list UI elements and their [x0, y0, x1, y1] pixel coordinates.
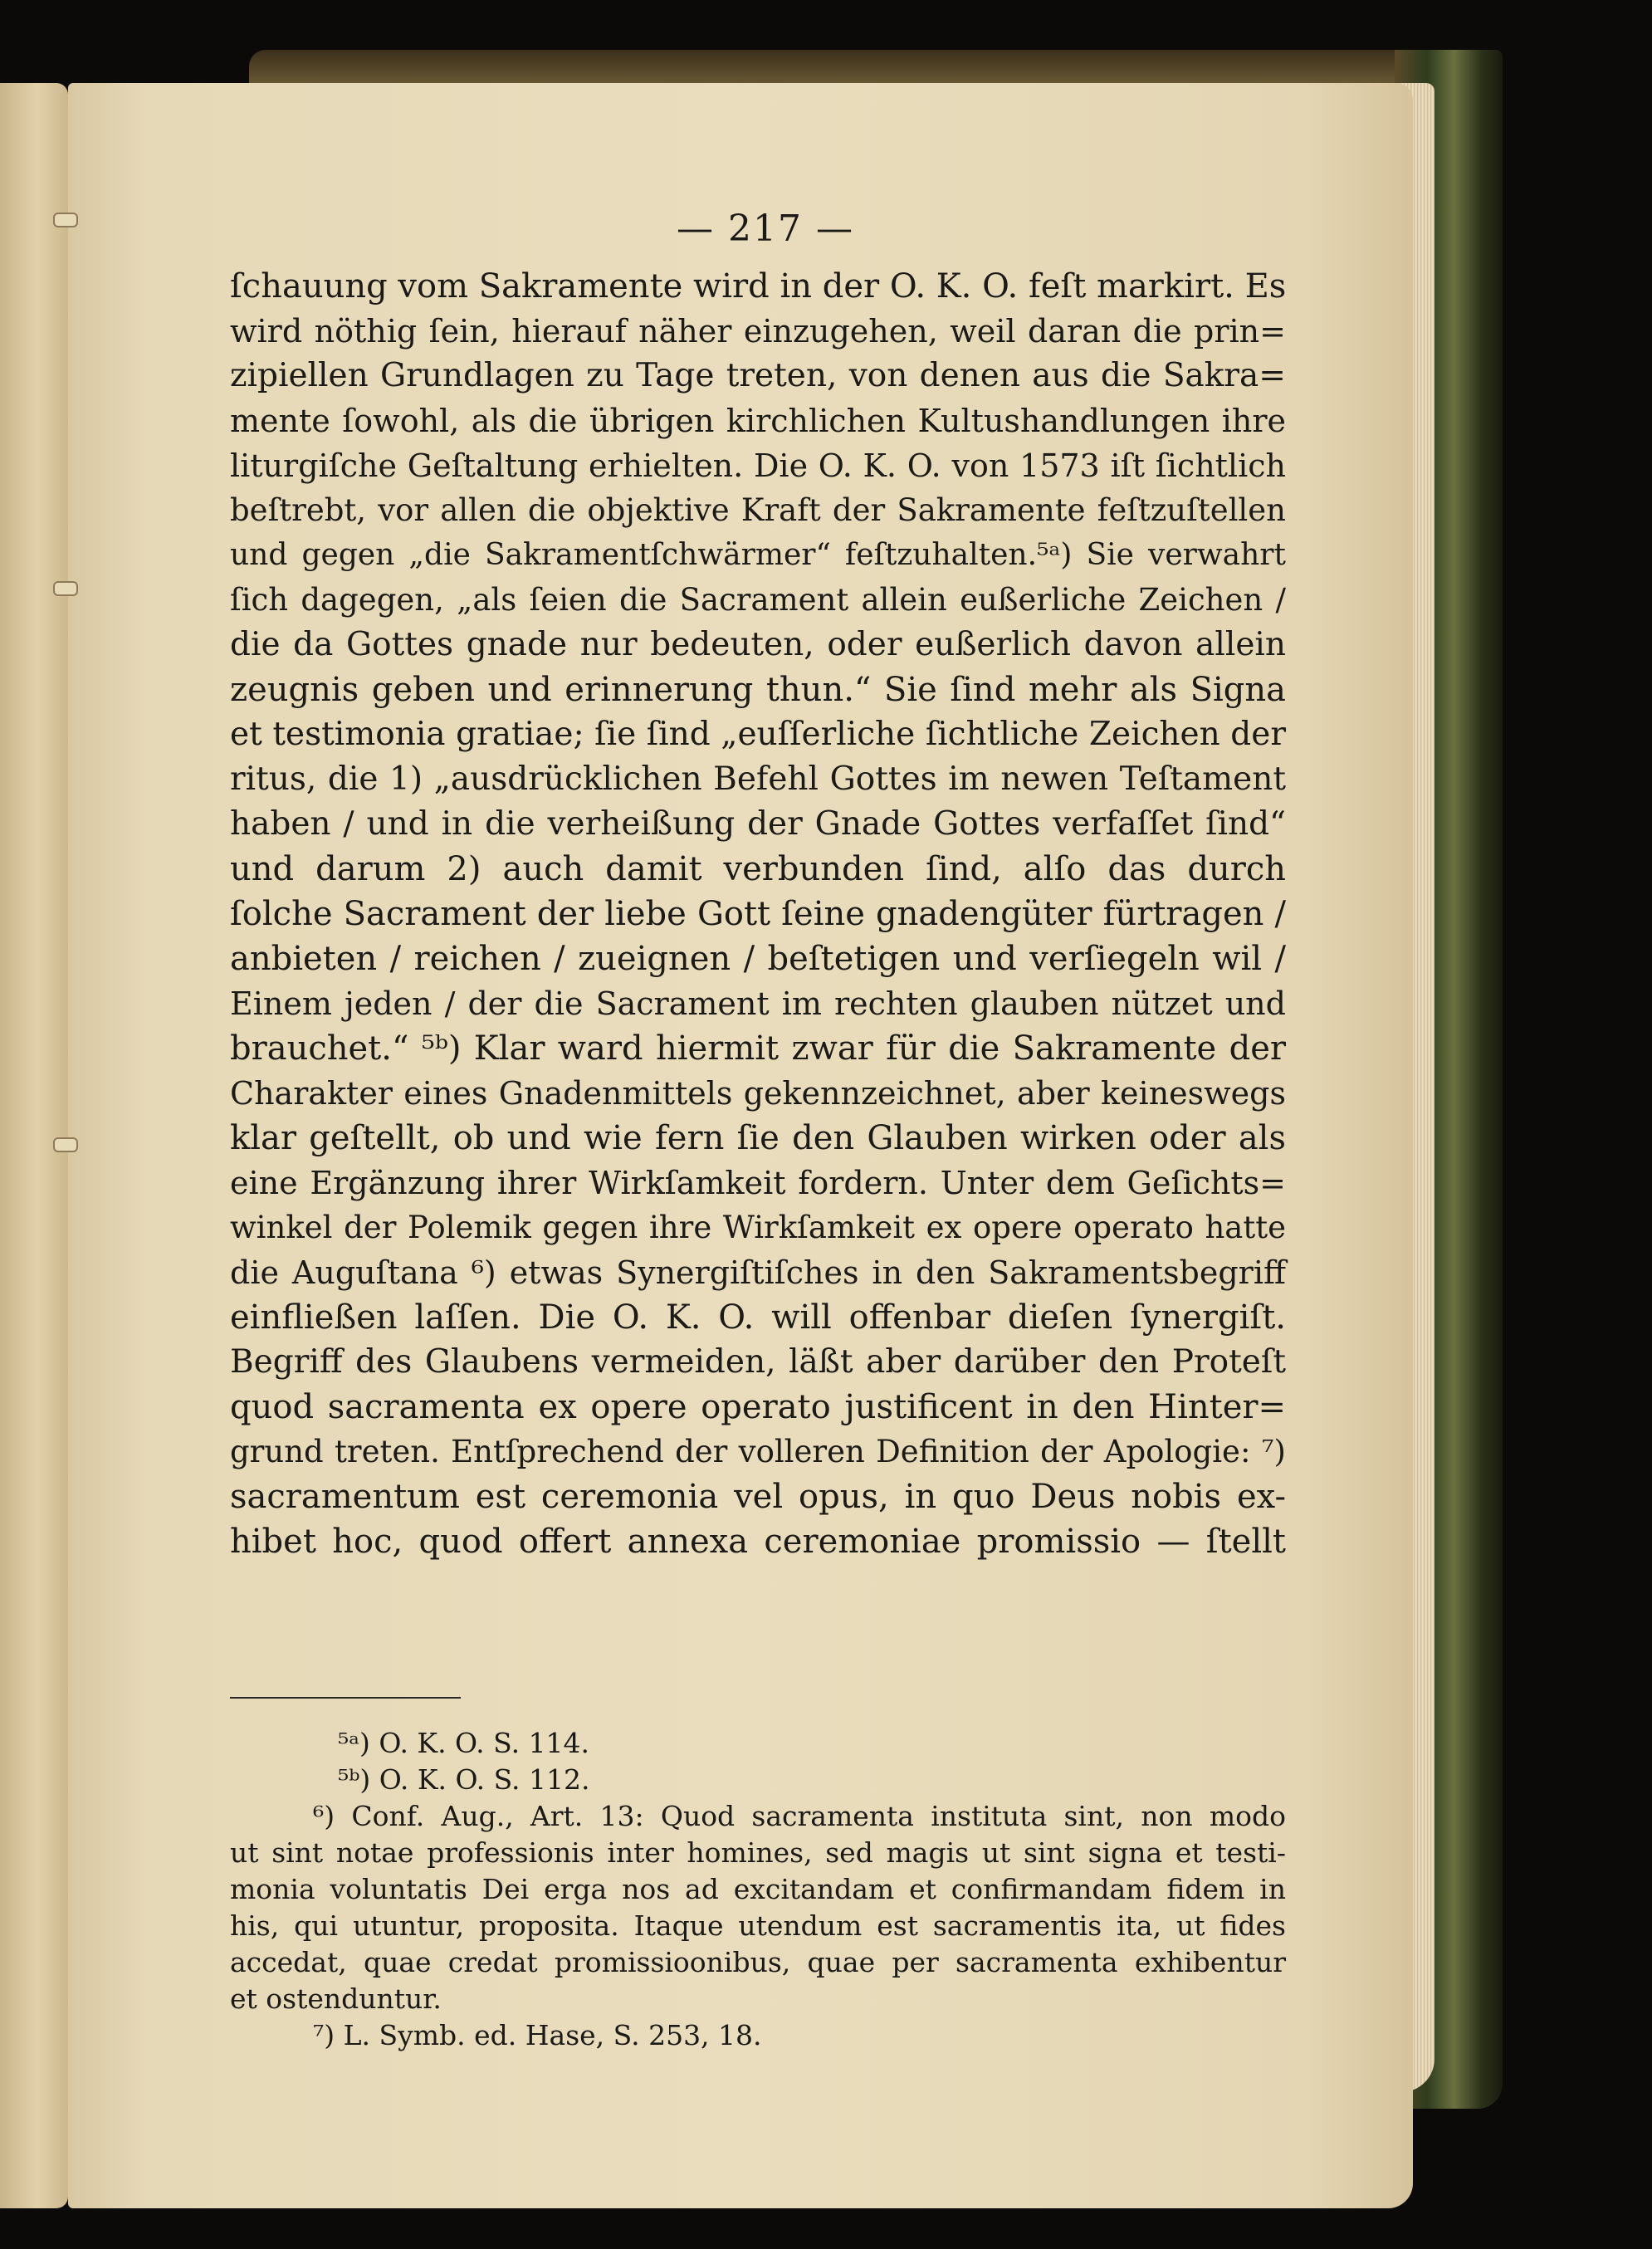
footnotes	[230, 1725, 1286, 2054]
text-line: liturgiſche Geſtaltung erhielten. Die O. K. O. von 1573 iſt ſichtlich	[230, 447, 1286, 484]
text-line: et testimonia gratiae; ſie ſind „euſſerliche ſichtliche Zeichen der	[230, 716, 1286, 753]
text-line: winkel der Polemik gegen ihre Wirkſamkeit ex opere operato hatte	[230, 1210, 1286, 1245]
text-line: grund treten. Entſprechend der volleren Definition der Apologie: ⁷)	[230, 1434, 1286, 1469]
text-line: zeugnis geben und erinnerung thun.“ Sie ſind mehr als Signa	[230, 671, 1286, 709]
footnote: ⁵ᵃ) O. K. O. S. 114.	[338, 1727, 590, 1759]
footnote: ⁵ᵇ) O. K. O. S. 112.	[338, 1763, 590, 1796]
text-line: quod sacramenta ex opere operato justificent in den Hinter=	[230, 1388, 1286, 1426]
text-line: zipiellen Grundlagen zu Tage treten, von denen aus die Sakra=	[230, 357, 1286, 394]
text-line: mente ſowohl, als die übrigen kirchlichen Kultushandlungen ihre	[230, 403, 1286, 439]
text-line: und darum 2) auch damit verbunden ſind, alſo das durch	[230, 850, 1286, 888]
footnote-continuation: ut sint notae professionis inter homines, sed magis ut sint signa et testi-	[230, 1836, 1286, 1869]
footnote: ⁶) Conf. Aug., Art. 13: Quod sacramenta instituta sint, non modo	[313, 1800, 1286, 1832]
text-line: ritus, die 1) „ausdrücklichen Befehl Gottes im newen Teſtament	[230, 760, 1286, 798]
footnote-separator	[230, 1697, 461, 1699]
text-line: ſchauung vom Sakramente wird in der O. K. O. feſt markirt. Es	[230, 267, 1287, 306]
text-line: und gegen „die Sakramentſchwärmer“ feſtzuhalten.⁵ᵃ) Sie verwahrt	[230, 538, 1286, 572]
body-text	[230, 264, 1286, 1564]
book-page	[68, 83, 1413, 2208]
binding-stitch	[53, 581, 78, 596]
text-line: brauchet.“ ⁵ᵇ) Klar ward hiermit zwar für die Sakramente der	[230, 1029, 1286, 1068]
binding-stitch	[53, 1137, 78, 1152]
text-line: Charakter eines Gnadenmittels gekennzeichnet, aber keineswegs	[230, 1075, 1286, 1112]
binding-stitch	[53, 213, 78, 227]
text-line: Begriff des Glaubens vermeiden, läßt aber darüber den Proteſt	[230, 1343, 1286, 1381]
page-number: — 217 —	[677, 208, 854, 250]
text-line: ſolche Sacrament der liebe Gott ſeine gnadengüter fürtragen /	[230, 895, 1286, 933]
text-line: beſtrebt, vor allen die objektive Kraft der Sakramente feſtzuſtellen	[230, 492, 1286, 528]
text-line: einfließen laſſen. Die O. K. O. will offenbar dieſen ſynergiſt.	[230, 1298, 1286, 1337]
footnote: ⁷) L. Symb. ed. Hase, S. 253, 18.	[313, 2019, 762, 2051]
footnote-continuation: accedat, quae credat promissioonibus, quae per sacramenta exhibentur	[230, 1946, 1286, 1978]
text-line: die Auguſtana ⁶) etwas Synergiſtiſches in den Sakramentsbegriff	[230, 1254, 1286, 1291]
footnote-continuation: his, qui utuntur, proposita. Itaque utendum est sacramentis ita, ut fides	[230, 1909, 1286, 1942]
text-line: anbieten / reichen / zueignen / beſtetigen und verſiegeln wil /	[230, 940, 1286, 978]
text-line: wird nöthig ſein, hierauf näher einzugehen, weil daran die prin=	[230, 313, 1286, 350]
text-line: Einem jeden / der die Sacrament im rechten glauben nützet und	[230, 985, 1286, 1022]
text-line: klar geſtellt, ob und wie fern ſie den Glauben wirken oder als	[230, 1119, 1286, 1157]
text-line: eine Ergänzung ihrer Wirkſamkeit fordern. Unter dem Geſichts=	[230, 1165, 1286, 1201]
text-line: die da Gottes gnade nur bedeuten, oder eußerlich davon allein	[230, 626, 1286, 663]
text-line: hibet hoc, quod offert annexa ceremoniae promissio — ſtellt	[230, 1523, 1286, 1561]
text-line: sacramentum est ceremonia vel opus, in quo Deus nobis ex-	[230, 1478, 1286, 1516]
text-line: haben / und in die verheißung der Gnade Gottes verfaſſet ſind“	[230, 805, 1286, 843]
footnote-continuation: monia voluntatis Dei erga nos ad excitandam et confirmandam fidem in	[230, 1873, 1286, 1905]
text-line: ſich dagegen, „als ſeien die Sacrament allein eußerliche Zeichen /	[230, 582, 1286, 618]
footnote-continuation: et ostenduntur.	[230, 1983, 442, 2015]
